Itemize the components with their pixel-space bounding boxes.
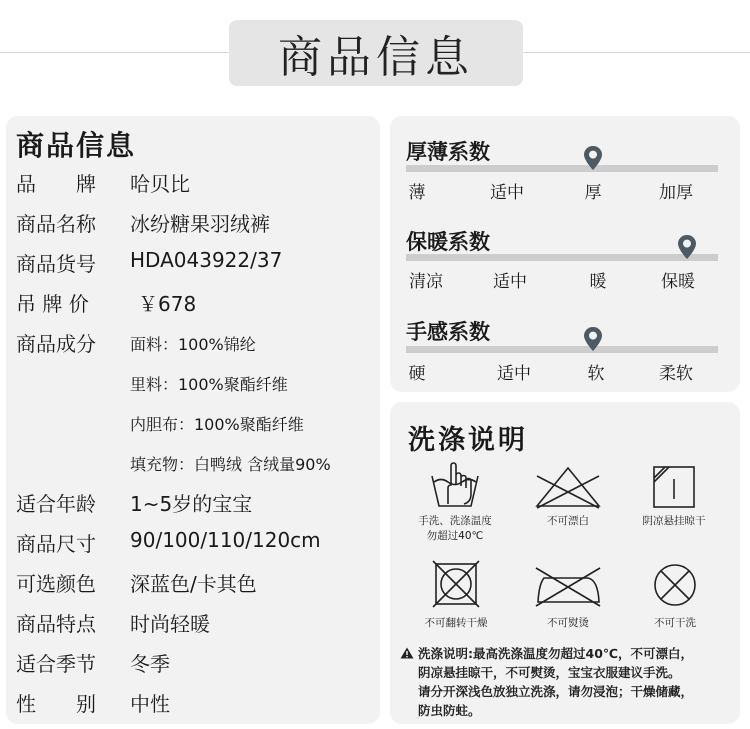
no-iron-icon	[532, 562, 604, 608]
age-key: 适合年龄	[16, 492, 96, 516]
warmth-label: 暖	[589, 272, 607, 292]
season-value: 冬季	[130, 652, 170, 676]
feature-key: 商品特点	[16, 612, 96, 636]
thickness-scale-bar	[406, 165, 718, 172]
size-key: 商品尺寸	[16, 532, 96, 556]
gender-value: 中性	[130, 692, 170, 716]
softness-label: 软	[587, 364, 605, 384]
location-pin-icon	[583, 145, 603, 171]
warmth-scale-title: 保暖系数	[406, 230, 490, 254]
material-line: 内胆布：100%聚酯纤维	[130, 415, 304, 434]
colors-value: 深蓝色/卡其色	[130, 572, 257, 596]
softness-label: 硬	[408, 364, 426, 384]
age-value: 1~5岁的宝宝	[130, 492, 253, 516]
care-title: 洗涤说明	[408, 425, 528, 456]
material-line: 里料：100%聚酯纤维	[130, 375, 288, 394]
no-dry-clean-label: 不可干洗	[654, 617, 696, 629]
brand-value: 哈贝比	[130, 172, 190, 196]
no-dry-clean-icon	[652, 562, 698, 608]
page-title: 商品信息	[229, 20, 523, 86]
softness-scale-bar	[406, 346, 718, 353]
brand-key: 品 牌	[16, 172, 96, 196]
warmth-label: 适中	[493, 272, 527, 292]
location-pin-icon	[677, 234, 697, 260]
price-value: ￥678	[138, 292, 197, 316]
rating-scales-panel	[390, 116, 740, 392]
thickness-label: 厚	[584, 183, 602, 203]
header-rule-left	[0, 52, 229, 53]
season-key: 适合季节	[16, 652, 96, 676]
name-key: 商品名称	[16, 212, 96, 236]
thickness-scale-title: 厚薄系数	[406, 140, 490, 164]
sku-value: HDA043922/37	[130, 248, 283, 272]
warmth-scale-bar	[406, 254, 718, 261]
softness-scale-title: 手感系数	[406, 320, 490, 344]
product-info-panel	[6, 116, 380, 724]
warning-icon	[400, 647, 414, 659]
care-instructions-panel	[390, 402, 740, 724]
warmth-label: 保暖	[661, 272, 695, 292]
product-info-title: 商品信息	[16, 129, 137, 162]
hand-wash-label: 手洗、洗涤温度 勿超过40℃	[418, 515, 492, 542]
sku-key: 商品货号	[16, 252, 96, 276]
thickness-label: 加厚	[659, 183, 693, 203]
material-line: 面料：100%锦纶	[130, 335, 256, 354]
name-value: 冰纷糖果羽绒裤	[130, 212, 270, 236]
price-key: 吊 牌 价	[16, 292, 89, 316]
warmth-label: 清凉	[409, 272, 443, 292]
line-dry-shade-label: 阴凉悬挂晾干	[642, 515, 706, 527]
material-line: 填充物：白鸭绒 含绒量90%	[130, 455, 331, 474]
no-tumble-dry-icon	[432, 560, 480, 608]
no-bleach-label: 不可漂白	[547, 515, 589, 527]
no-bleach-icon	[533, 464, 603, 510]
thickness-label: 适中	[490, 183, 524, 203]
care-note: 洗涤说明:最高洗涤温度勿超过40℃，不可漂白， 阴凉悬挂晾干，不可熨烫，宝宝衣服建议手洗。 请分开深浅色放独立洗涤，请勿浸泡；干燥储藏， 防虫防蛀。	[400, 644, 735, 720]
softness-label: 适中	[497, 364, 531, 384]
line-dry-shade-icon	[651, 464, 697, 510]
location-pin-icon	[583, 326, 603, 352]
size-value: 90/100/110/120cm	[130, 528, 321, 552]
thickness-label: 薄	[408, 183, 426, 203]
no-iron-label: 不可熨烫	[547, 617, 589, 629]
softness-label: 柔软	[659, 364, 693, 384]
header-rule-right	[523, 52, 750, 53]
colors-key: 可选颜色	[16, 572, 96, 596]
feature-value: 时尚轻暖	[130, 612, 210, 636]
gender-key: 性 别	[16, 692, 96, 716]
no-tumble-dry-label: 不可翻转干燥	[424, 617, 488, 629]
hand-wash-icon	[430, 460, 480, 510]
material-key: 商品成分	[16, 332, 96, 356]
